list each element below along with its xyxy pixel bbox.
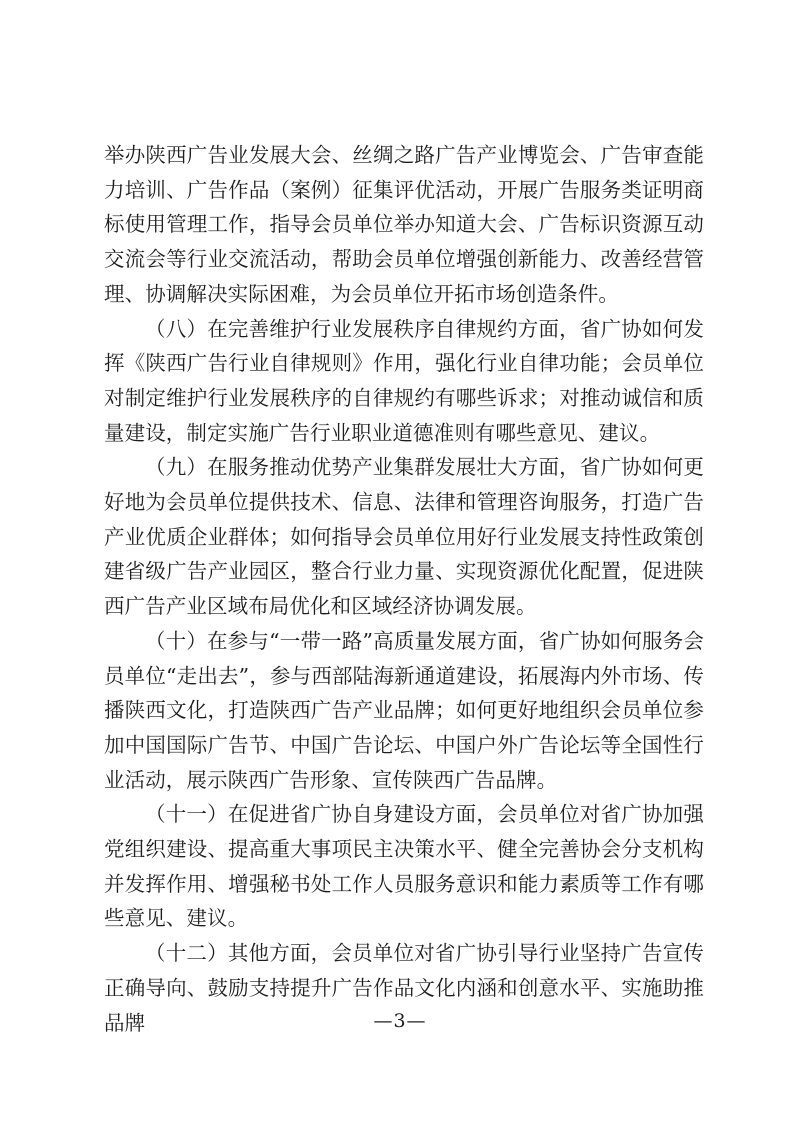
- paragraph-continuation: 举办陕西广告业发展大会、丝绸之路广告产业博览会、广告审查能力培训、广告作品（案例）征集评优活动，开展广告服务类证明商标使用管理工作，指导会员单位举办知道大会、广告标识资源互动交流会等行业交流活动，帮助会员单位增强创新能力、改善经营管理、协调解决实际困难，为会员单位开拓市场创造条件。: [104, 143, 704, 306]
- page-number: —3—: [373, 1010, 427, 1032]
- document-body: [104, 138, 704, 1040]
- paragraph-item-8: （八）在完善维护行业发展秩序自律规约方面，省广协如何发挥《陕西广告行业自律规则》作用，强化行业自律功能；会员单位对制定维护行业发展秩序的自律规约有哪些诉求；对推动诚信和质量建设，制定实施广告行业职业道德准则有哪些意见、建议。: [104, 316, 704, 445]
- paragraph-item-10: （十）在参与“一带一路”高质量发展方面，省广协如何服务会员单位“走出去”，参与西部陆海新通道建设，拓展海内外市场、传播陕西文化，打造陕西广告产业品牌；如何更好地组织会员单位参加中国国际广告节、中国广告论坛、中国户外广告论坛等全国性行业活动，展示陕西广告形象、宣传陕西广告品牌。: [104, 628, 704, 792]
- paragraph-item-9: （九）在服务推动优势产业集群发展壮大方面，省广协如何更好地为会员单位提供技术、信息、法律和管理咨询服务，打造广告产业优质企业群体；如何指导会员单位用好行业发展支持性政策创建省级广告产业园区，整合行业力量、实现资源优化配置，促进陕西广告产业区域布局优化和区域经济协调发展。: [104, 455, 704, 619]
- paragraph-item-12: （十二）其他方面，会员单位对省广协引导行业坚持广告宣传正确导向、鼓励支持提升广告作品文化内涵和创意水平、实施助推品牌: [104, 941, 704, 1035]
- paragraph-item-11: （十一）在促进省广协自身建设方面，会员单位对省广协加强党组织建设、提高重大事项民主决策水平、健全完善协会分支机构并发挥作用、增强秘书处工作人员服务意识和能力素质等工作有哪些意见、建议。: [104, 802, 704, 931]
